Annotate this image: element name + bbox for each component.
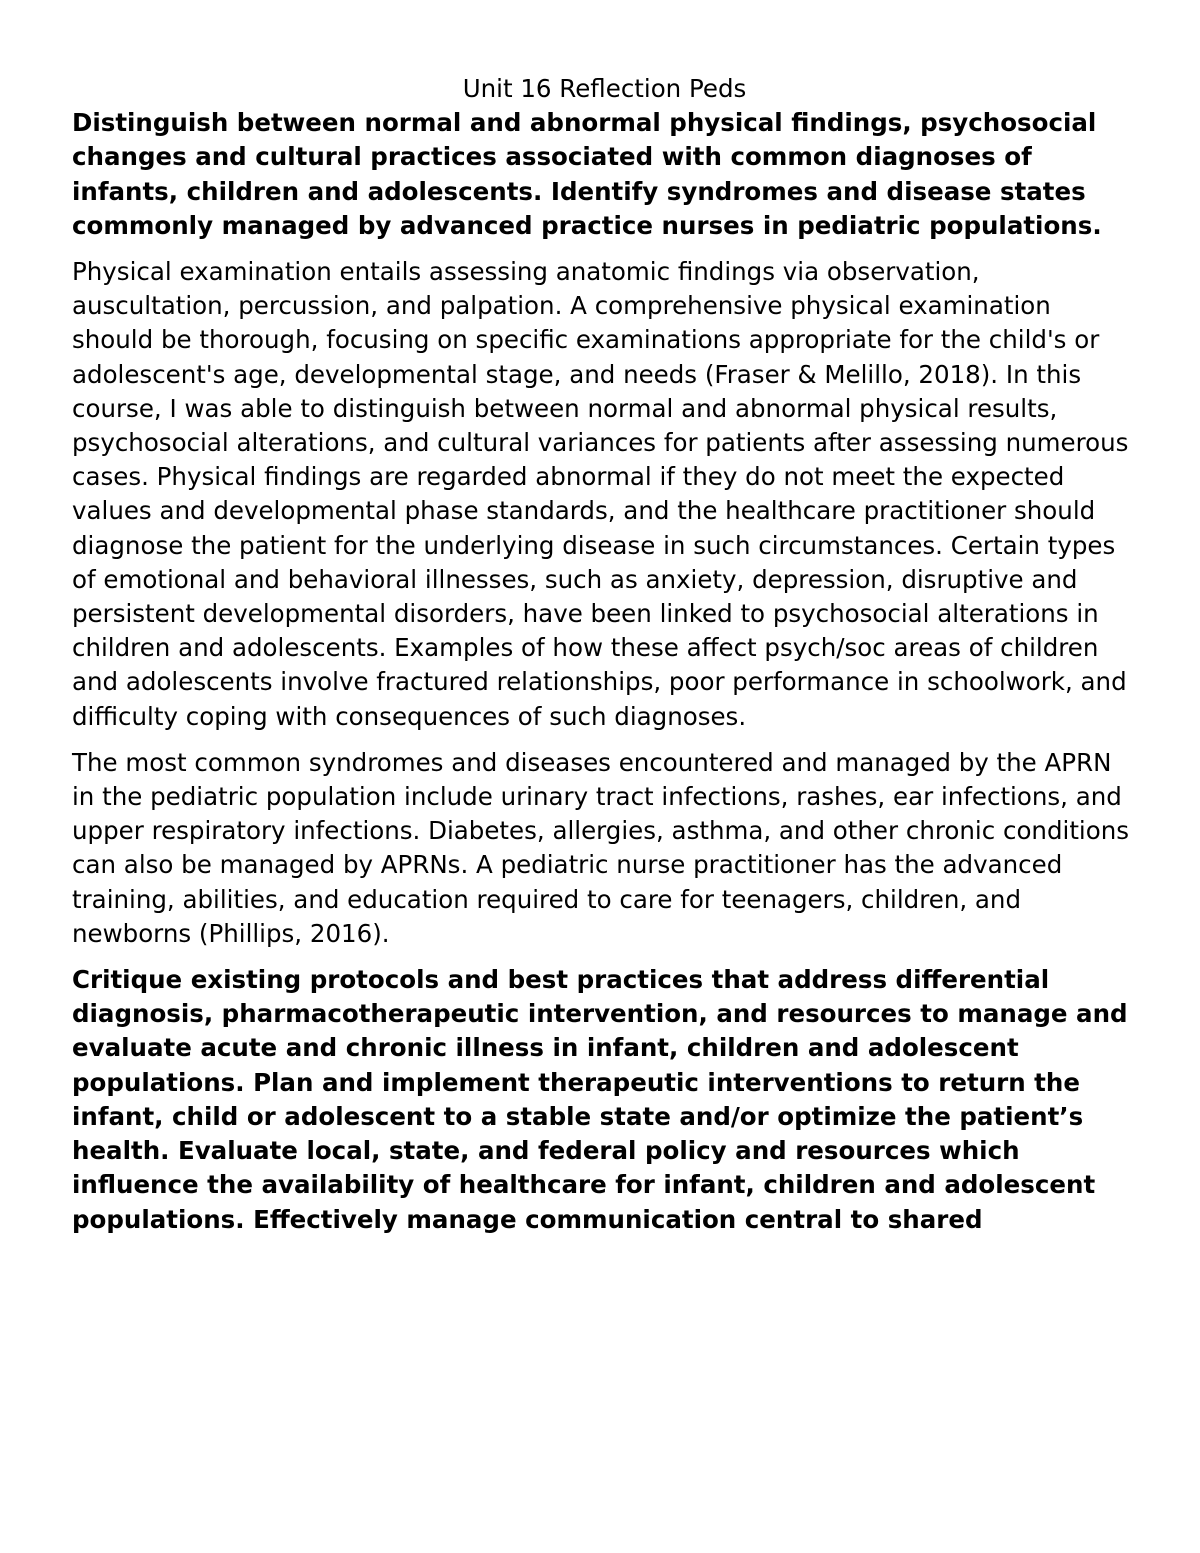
section-heading-2: Critique existing protocols and best practices that address differential diagnosis, pharmacotherapeutic intervention, and resources to manage and evaluate acute and chronic illness in infant, children and adolescent populations. Plan and implement therapeutic interventions to return the infant, child or adolescent to a stable state and/or optimize the patient’s health. Evaluate local, state, and federal policy and resources which influence the availability of healthcare for infant, children and adolescent populations. Effectively manage communication central to shared	[72, 965, 1128, 1234]
document-title: Unit 16 Reflection Peds	[462, 74, 747, 103]
body-paragraph-1: Physical examination entails assessing anatomic findings via observation, auscultation, percussion, and palpation. A comprehensive physical examination should be thorough, focusing on specific examinations appropriate for the child's or adolescent's age, developmental stage, and needs (Fraser & Melillo, 2018). In this course, I was able to distinguish between normal and abnormal physical results, psychosocial alterations, and cultural variances for patients after assessing numerous cases. Physical findings are regarded abnormal if they do not meet the expected values and developmental phase standards, and the healthcare practitioner should diagnose the patient for the underlying disease in such circumstances. Certain types of emotional and behavioral illnesses, such as anxiety, depression, disruptive and persistent developmental disorders, have been linked to psychosocial alterations in children and adolescents. Examples of how these affect psych/soc areas of children and adolescents involve fractured relationships, poor performance in schoolwork, and difficulty coping with consequences of such diagnoses.	[72, 257, 1129, 731]
body-paragraph-2: The most common syndromes and diseases encountered and managed by the APRN in the pediatric population include urinary tract infections, rashes, ear infections, and upper respiratory infections. Diabetes, allergies, asthma, and other chronic conditions can also be managed by APRNs. A pediatric nurse practitioner has the advanced training, abilities, and education required to care for teenagers, children, and newborns (Phillips, 2016).	[72, 747, 1130, 948]
section-heading-1: Distinguish between normal and abnormal physical findings, psychosocial changes and cultural practices associated with common diagnoses of infants, children and adolescents. Identify syndromes and disease states commonly managed by advanced practice nurses in pediatric populations.	[72, 108, 1102, 240]
document-page	[72, 72, 1137, 1249]
